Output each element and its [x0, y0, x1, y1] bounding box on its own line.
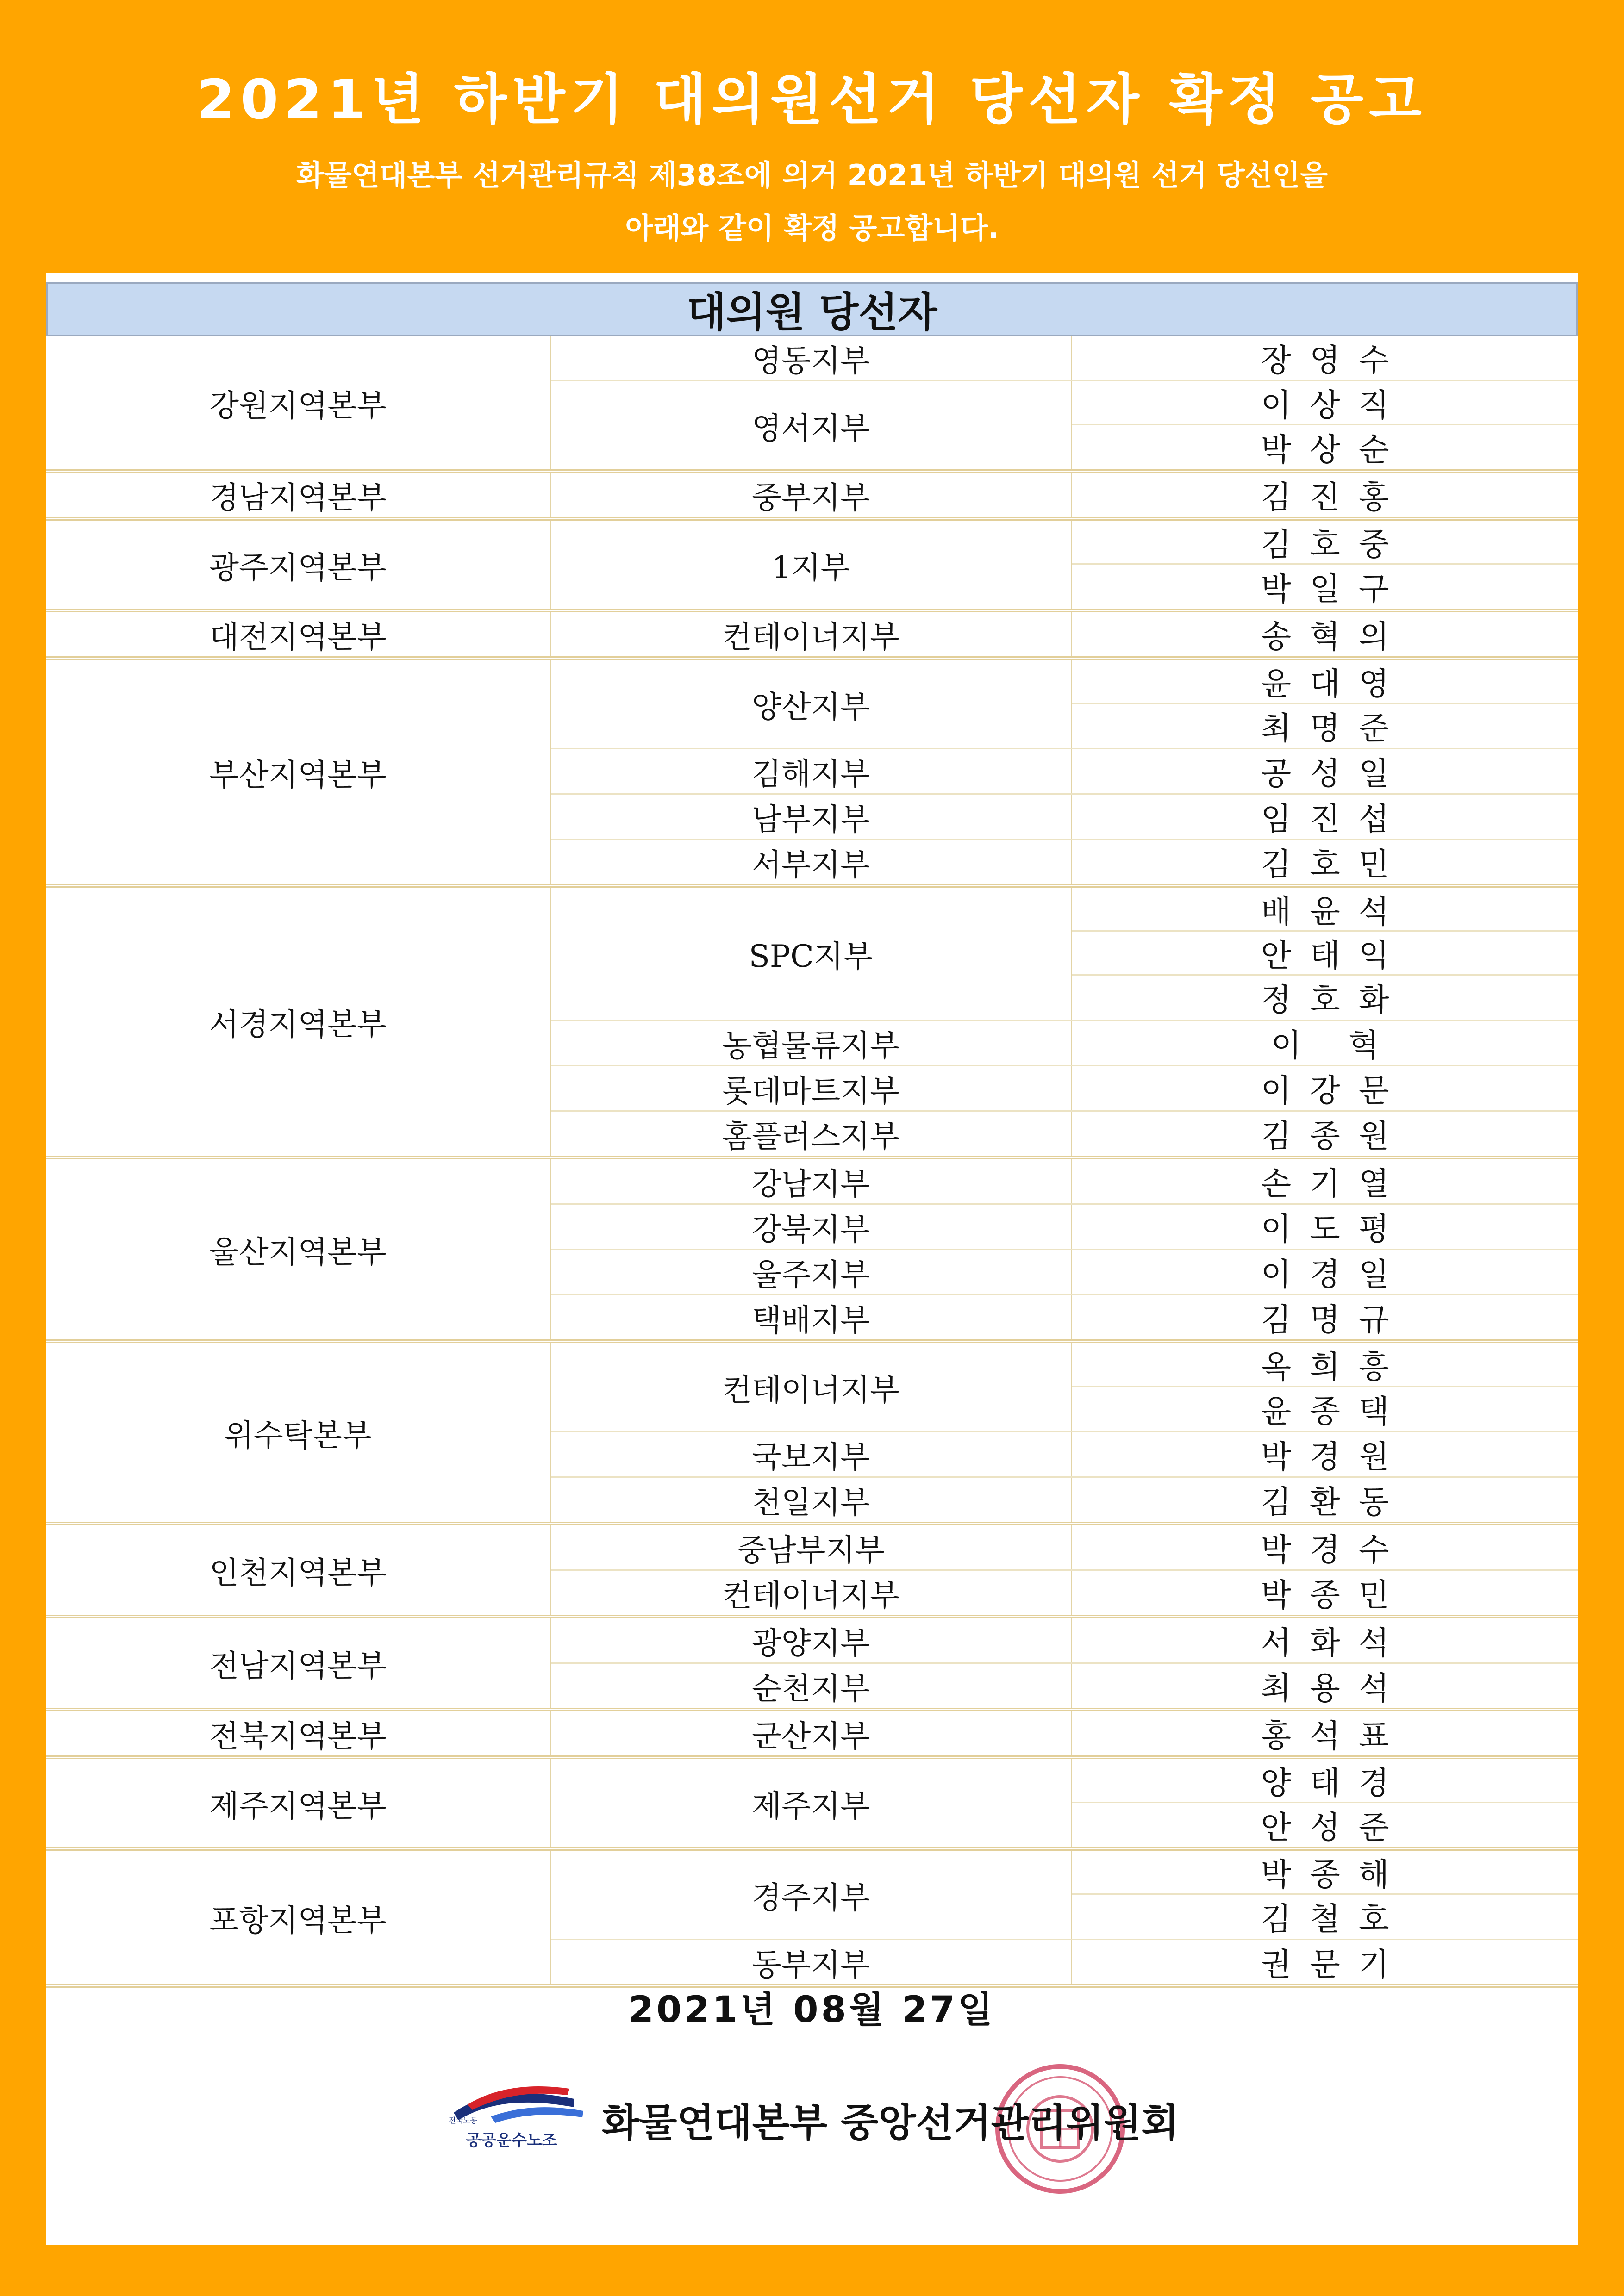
- region-group: [46, 1711, 1578, 1759]
- member-name: 임진섭: [1261, 801, 1408, 838]
- branch-row: [551, 612, 1578, 656]
- branch-row: [551, 795, 1578, 840]
- branch-row: [551, 1618, 1578, 1664]
- region-group: [46, 1159, 1578, 1343]
- member-name: 윤대영: [1072, 660, 1578, 704]
- member-name: 장영수: [1261, 342, 1408, 379]
- region-cell: 인천지역본부: [46, 1525, 551, 1615]
- branch-cell: 중부지부: [551, 473, 1072, 517]
- region-group: [46, 660, 1578, 888]
- branch-cell: 순천지부: [551, 1664, 1072, 1708]
- notice-paper: [46, 273, 1578, 2245]
- member-name: 이경일: [1261, 1257, 1408, 1293]
- branch-row: [551, 1711, 1578, 1755]
- member-name: 김환동: [1261, 1484, 1408, 1521]
- branch-cell: 컨테이너지부: [551, 1571, 1072, 1615]
- member-name: 김철호: [1261, 1901, 1408, 1938]
- member-name: 배윤석: [1072, 888, 1578, 932]
- member-name: 서화석: [1261, 1625, 1408, 1661]
- branch-cell: 남부지부: [551, 795, 1072, 839]
- branch-cell: 국보지부: [551, 1432, 1072, 1476]
- region-cell: 제주지역본부: [46, 1759, 551, 1847]
- member-name: 홍석표: [1261, 1718, 1408, 1755]
- region-cell: 광주지역본부: [46, 521, 551, 609]
- page-subtitle: [0, 149, 1624, 255]
- region-group: [46, 336, 1578, 473]
- branch-row: [551, 1343, 1578, 1432]
- page-title: 2021년 하반기 대의원선거 당선자 확정 공고: [197, 68, 1427, 131]
- branch-cell: 컨테이너지부: [551, 612, 1072, 656]
- region-cell: 부산지역본부: [46, 660, 551, 884]
- member-name: 박종해: [1072, 1851, 1578, 1895]
- logo-text: 공공운수노조: [466, 2131, 557, 2150]
- branch-row: [551, 1432, 1578, 1478]
- member-name: 이 혁: [1271, 1027, 1398, 1064]
- subtitle-line-2: 아래와 같이 확정 공고합니다.: [625, 211, 999, 245]
- member-name: 옥희흥: [1072, 1343, 1578, 1387]
- region-cell: 전북지역본부: [46, 1711, 551, 1755]
- branch-row: [551, 1940, 1578, 1984]
- region-cell: 포항지역본부: [46, 1851, 551, 1984]
- region-group: [46, 521, 1578, 612]
- branch-cell: 김해지부: [551, 749, 1072, 793]
- region-group: [46, 1851, 1578, 1988]
- member-name: 김호중: [1072, 521, 1578, 565]
- logo-small-text: 전국노동: [449, 2116, 477, 2125]
- member-name: 박상순: [1261, 432, 1408, 468]
- member-name: 손기열: [1261, 1166, 1408, 1202]
- branch-row: [551, 1525, 1578, 1571]
- branch-row: [551, 1759, 1578, 1847]
- branch-cell: 영서지부: [551, 381, 1072, 469]
- committee-name: 화물연대본부 중앙선거관리위원회: [602, 2100, 1179, 2146]
- branch-row: [551, 1295, 1578, 1339]
- region-cell: 대전지역본부: [46, 612, 551, 656]
- region-group: [46, 1759, 1578, 1851]
- branch-row: [551, 1664, 1578, 1708]
- member-name: 김종원: [1261, 1118, 1408, 1155]
- branch-cell: 농협물류지부: [551, 1021, 1072, 1065]
- member-name: 박일구: [1261, 571, 1408, 608]
- branch-row: [551, 749, 1578, 795]
- region-group: [46, 612, 1578, 660]
- region-cell: 위수탁본부: [46, 1343, 551, 1522]
- member-name: 안태익: [1072, 932, 1578, 976]
- branch-row: [551, 381, 1578, 469]
- region-group: [46, 473, 1578, 521]
- member-name: 박경원: [1261, 1439, 1408, 1475]
- branch-row: [551, 660, 1578, 749]
- branch-row: [551, 1205, 1578, 1250]
- branch-row: [551, 888, 1578, 1021]
- branch-row: [551, 473, 1578, 517]
- member-name: 윤종택: [1261, 1394, 1408, 1430]
- member-name: 권문기: [1261, 1947, 1408, 1983]
- union-logo: [435, 2080, 588, 2159]
- results-table: [46, 282, 1578, 1988]
- region-group: [46, 1343, 1578, 1525]
- member-name: 박종민: [1261, 1577, 1408, 1614]
- member-name: 김진홍: [1261, 479, 1408, 516]
- region-cell: 경남지역본부: [46, 473, 551, 517]
- branch-cell: 강북지부: [551, 1205, 1072, 1249]
- branch-cell: 광양지부: [551, 1618, 1072, 1662]
- branch-cell: 컨테이너지부: [551, 1343, 1072, 1431]
- member-name: 최용석: [1261, 1670, 1408, 1707]
- branch-cell: 경주지부: [551, 1851, 1072, 1939]
- branch-cell: 동부지부: [551, 1940, 1072, 1984]
- branch-row: [551, 1066, 1578, 1112]
- branch-row: [551, 1021, 1578, 1066]
- member-name: 정호화: [1261, 982, 1408, 1019]
- notice-date: 2021년 08월 27일: [628, 1989, 996, 2031]
- region-cell: 전남지역본부: [46, 1618, 551, 1708]
- branch-row: [551, 1851, 1578, 1940]
- table-heading: 대의원 당선자: [46, 282, 1578, 336]
- branch-cell: 강남지부: [551, 1159, 1072, 1203]
- table-body: [46, 336, 1578, 1988]
- branch-row: [551, 1571, 1578, 1615]
- branch-cell: 1지부: [551, 521, 1072, 609]
- footer-signature: [435, 2050, 1268, 2189]
- branch-cell: 영동지부: [551, 336, 1072, 380]
- branch-row: [551, 1478, 1578, 1522]
- branch-cell: 홈플러스지부: [551, 1112, 1072, 1156]
- branch-cell: SPC지부: [551, 888, 1072, 1020]
- member-name: 박경수: [1261, 1532, 1408, 1568]
- subtitle-line-1: 화물연대본부 선거관리규칙 제38조에 의거 2021년 하반기 대의원 선거 당선인을: [296, 158, 1328, 192]
- branch-row: [551, 1250, 1578, 1295]
- member-name: 이도평: [1261, 1211, 1408, 1248]
- region-cell: 강원지역본부: [46, 336, 551, 469]
- region-group: [46, 1618, 1578, 1711]
- member-name: 이강문: [1261, 1073, 1408, 1109]
- member-name: 김명규: [1261, 1302, 1408, 1338]
- branch-cell: 천일지부: [551, 1478, 1072, 1522]
- member-name: 이상직: [1072, 381, 1578, 425]
- branch-cell: 롯데마트지부: [551, 1066, 1072, 1110]
- region-group: [46, 1525, 1578, 1618]
- region-cell: 서경지역본부: [46, 888, 551, 1156]
- member-name: 김호민: [1261, 846, 1408, 883]
- branch-row: [551, 521, 1578, 609]
- member-name: 송혁의: [1261, 619, 1408, 655]
- branch-cell: 제주지부: [551, 1759, 1072, 1847]
- branch-row: [551, 1112, 1578, 1156]
- branch-cell: 택배지부: [551, 1295, 1072, 1339]
- member-name: 공성일: [1261, 756, 1408, 792]
- member-name: 최명준: [1261, 710, 1408, 747]
- branch-row: [551, 1159, 1578, 1205]
- branch-row: [551, 336, 1578, 381]
- branch-cell: 군산지부: [551, 1711, 1072, 1755]
- branch-cell: 서부지부: [551, 840, 1072, 884]
- region-group: [46, 888, 1578, 1159]
- branch-cell: 울주지부: [551, 1250, 1072, 1294]
- branch-row: [551, 840, 1578, 884]
- branch-cell: 양산지부: [551, 660, 1072, 748]
- branch-cell: 중남부지부: [551, 1525, 1072, 1569]
- region-cell: 울산지역본부: [46, 1159, 551, 1339]
- member-name: 양태경: [1072, 1759, 1578, 1803]
- member-name: 안성준: [1261, 1810, 1408, 1846]
